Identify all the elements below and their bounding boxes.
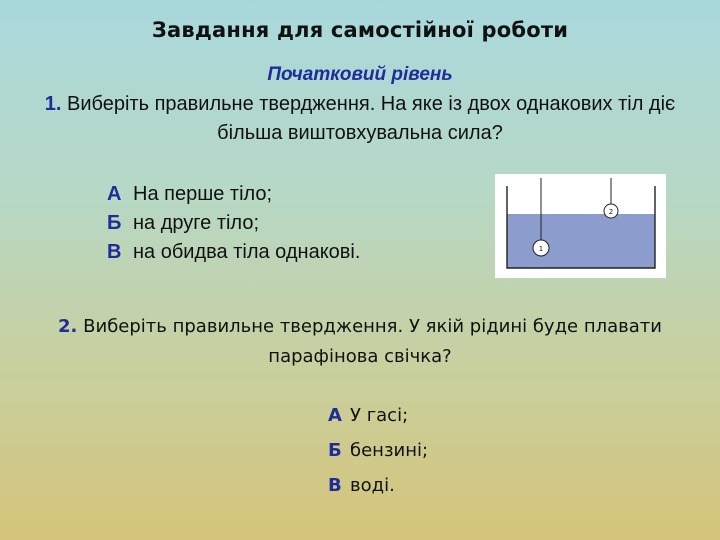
liquid <box>507 214 655 268</box>
option-letter: Б <box>328 440 342 461</box>
vessel-figure <box>495 174 666 278</box>
option-text: воді. <box>350 475 395 496</box>
question-1-options <box>107 180 360 267</box>
option-letter: А <box>107 183 122 205</box>
option-letter: А <box>328 405 342 426</box>
question-2-option-c <box>328 468 428 503</box>
question-1-option-b <box>107 209 360 238</box>
option-text: бензині; <box>350 440 429 461</box>
option-text: на обидва тіла однакові. <box>133 241 361 263</box>
option-text: На перше тіло; <box>133 183 273 205</box>
body-2-label: 2 <box>608 208 614 216</box>
option-letter: В <box>107 241 122 263</box>
question-1-option-a <box>107 180 360 209</box>
question-1-number: 1. <box>44 93 62 115</box>
option-letter: В <box>328 475 342 496</box>
question-1 <box>40 90 680 148</box>
question-2-text: Виберіть правильне твердження. У якій рідині буде плавати парафінова свічка? <box>83 316 662 367</box>
level-heading: Початковий рівень <box>267 64 453 85</box>
page-title: Завдання для самостійної роботи <box>151 18 569 42</box>
question-2 <box>30 312 690 372</box>
question-1-option-c <box>107 238 360 267</box>
question-2-options <box>328 398 428 503</box>
option-letter: Б <box>107 212 122 234</box>
question-1-text: Виберіть правильне твердження. На яке із двох однакових тіл діє більша виштовхувальна сила? <box>67 93 676 144</box>
body-1-label: 1 <box>538 245 544 253</box>
question-2-option-b <box>328 433 428 468</box>
option-text: У гасі; <box>350 405 409 426</box>
vessel-diagram <box>495 174 666 278</box>
question-2-option-a <box>328 398 428 433</box>
option-text: на друге тіло; <box>133 212 260 234</box>
question-2-number: 2. <box>58 316 78 337</box>
